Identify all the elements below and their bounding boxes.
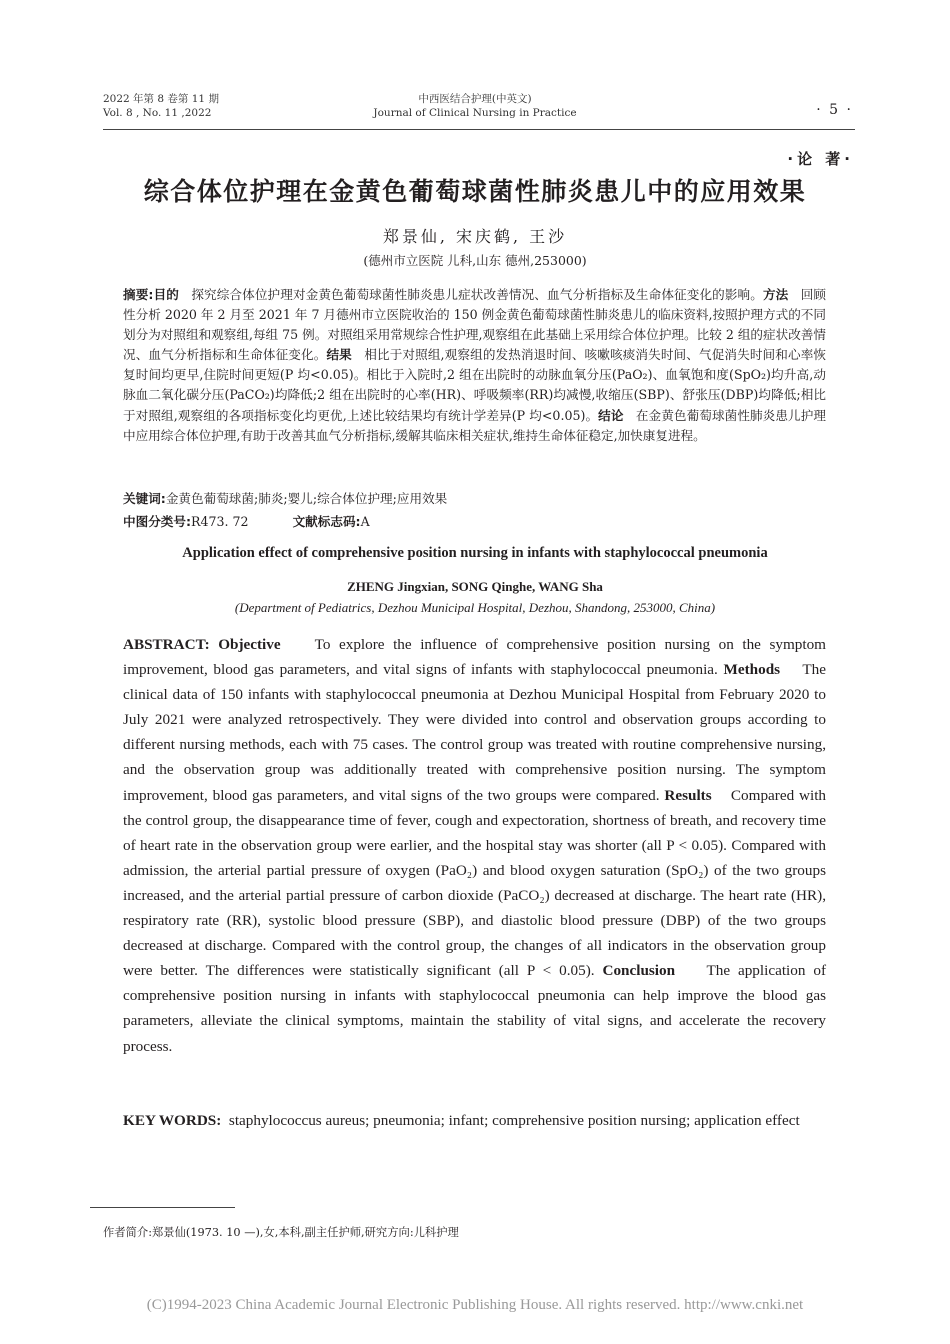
footnote-divider (90, 1207, 235, 1208)
keywords-en-text: staphylococcus aureus; pneumonia; infant; comprehensive position nursing; application effect (228, 1112, 800, 1129)
methods-zh-label: 方法 (762, 287, 789, 302)
issue-zh: 2022 年第 8 卷第 11 期 (103, 93, 219, 105)
keywords-zh-label: 关键词: (123, 491, 166, 506)
affiliation-zh: (德州市立医院 儿科,山东 德州,253000) (363, 253, 587, 268)
abstract-zh (123, 285, 826, 446)
page-number: · 5 · (816, 102, 853, 118)
journal-issue-block (103, 92, 219, 120)
objective-zh-text: 探究综合体位护理对金黄色葡萄球菌性肺炎患儿症状改善情况、血气分析指标及生命体征变化的影响。 (191, 287, 763, 302)
header-divider (103, 129, 855, 130)
objective-en-text: To explore the influence of comprehensive position nursing on the symptom improvement, blood gas parameters, and vital signs of infants with staphylococcal pneumonia. (123, 636, 826, 679)
methods-en-label: Methods (723, 661, 781, 679)
clc-label: 中图分类号: (123, 514, 192, 529)
keywords-zh-text: 金黄色葡萄球菌;肺炎;婴儿;综合体位护理;应用效果 (165, 491, 448, 506)
keywords-en-label: KEY WORDS: (123, 1112, 222, 1129)
conclusion-zh-text: 在金黄色葡萄球菌性肺炎患儿护理中应用综合体位护理,有助于改善其血气分析指标,缓解其临床相关症状,维持生命体征稳定,加快康复进程。 (123, 407, 827, 443)
issue-en: Vol. 8 , No. 11 ,2022 (103, 107, 212, 119)
results-zh-label: 结果 (326, 347, 352, 363)
results-zh-text: 相比于对照组,观察组的发热消退时间、咳嗽咳痰消失时间、气促消失时间和心率恢复时间均更早,住院时间更短(P 均<0.05)。相比于入院时,2 组在出院时的动脉血氧分压(PaO₂)、血氧饱和度(SpO₂)均升高,动脉血二氧化碳分压(PaCO₂)均降低;2 组在出院时的心率(HR)、呼吸频率(RR)均减慢,收缩压(SBP)、舒张压(DBP)均降低;相比于对照组,观察组的各项指标变化均更优,上述比较结果均有统计学差异(P 均<0.05)。 (123, 347, 827, 423)
authors-en: ZHENG Jingxian, SONG Qinghe, WANG Sha (347, 579, 603, 594)
abstract-en (123, 632, 826, 1059)
article-title-en: Application effect of comprehensive position nursing in infants with staphylococcal pneumonia (182, 545, 768, 561)
author-bio-footnote: 作者简介:郑景仙(1973. 10 —),女,本科,副主任护师,研究方向:儿科护理 (103, 1226, 459, 1239)
objective-zh-label: 目的 (153, 287, 179, 302)
objective-en-label: Objective (218, 636, 281, 653)
abstract-en-label: ABSTRACT: (123, 636, 210, 653)
results-en-label: Results (664, 786, 712, 804)
affiliation-en: (Department of Pediatrics, Dezhou Municipal Hospital, Dezhou, Shandong, 253000, China) (234, 600, 716, 615)
doc-code-value: A (360, 514, 370, 529)
doc-code-label: 文献标志码: (292, 514, 361, 529)
journal-name-zh: 中西医结合护理(中英文) (418, 93, 532, 105)
authors-zh: 郑景仙, 宋庆鹤, 王沙 (382, 227, 568, 246)
conclusion-zh-label: 结论 (598, 407, 624, 423)
methods-en-text: The clinical data of 150 infants with staphylococcal pneumonia at Dezhou Municipal Hospital from February 2020 to July 2021 were analyzed retrospectively. They were divided into control and observation groups according to different nursing methods, each with 75 cases. The control group was treated with routine comprehensive nursing, and the observation group was additionally treated with comprehensive position nursing. The symptom improvement, blood gas parameters, and vital signs of the two groups were compared. (123, 661, 826, 804)
abstract-zh-label: 摘要: (123, 287, 154, 302)
keywords-en (123, 1108, 826, 1133)
article-title-zh: 综合体位护理在金黄色葡萄球菌性肺炎患儿中的应用效果 (143, 177, 807, 206)
section-tag: ·论 著· (787, 150, 854, 168)
journal-name-block (300, 92, 650, 120)
classification-line (123, 512, 826, 532)
conclusion-en-label: Conclusion (602, 962, 676, 980)
methods-zh-text: 回顾性分析 2020 年 2 月至 2021 年 7 月德州市立医院收治的 150 例金黄色葡萄球菌性肺炎患儿的临床资料,按照护理方式的不同划分为对照组和观察组,每组 75 例。对照组采用常规综合性护理,观察组在此基础上采用综合体位护理。比较 2 组的症状改善情况、血气分析指标和生命体征变化。 (123, 287, 826, 363)
journal-name-en: Journal of Clinical Nursing in Practice (373, 107, 577, 119)
results-en-text: Compared with the control group, the disappearance time of fever, cough and expectoration, shortness of breath, and recovery time of heart rate in the observation group were earlier, and the hospital stay was shorter (all P < 0.05). Compared with admission, the arterial partial pressure of oxygen (PaO₂) and blood oxygen saturation (SpO₂) of the two groups increased, and the arterial partial pressure of carbon dioxide (PaCO₂) decreased at discharge. The heart rate (HR), respiratory rate (RR), systolic blood pressure (SBP), and diastolic blood pressure (DBP) of the two groups decreased at discharge. Compared with the control group, the changes of all indicators in the observation group were better. The differences were statistically significant (all P < 0.05). (123, 786, 827, 980)
clc-value: R473. 72 (191, 514, 249, 529)
keywords-zh (123, 489, 826, 509)
copyright-notice: (C)1994-2023 China Academic Journal Electronic Publishing House. All rights reserved. http://www.cnki.net (146, 1297, 804, 1313)
conclusion-en-text: The application of comprehensive position nursing in infants with staphylococcal pneumonia can help improve the blood gas parameters, alleviate the clinical symptoms, maintain the stability of vital signs, and accelerate the recovery process. (123, 962, 827, 1055)
